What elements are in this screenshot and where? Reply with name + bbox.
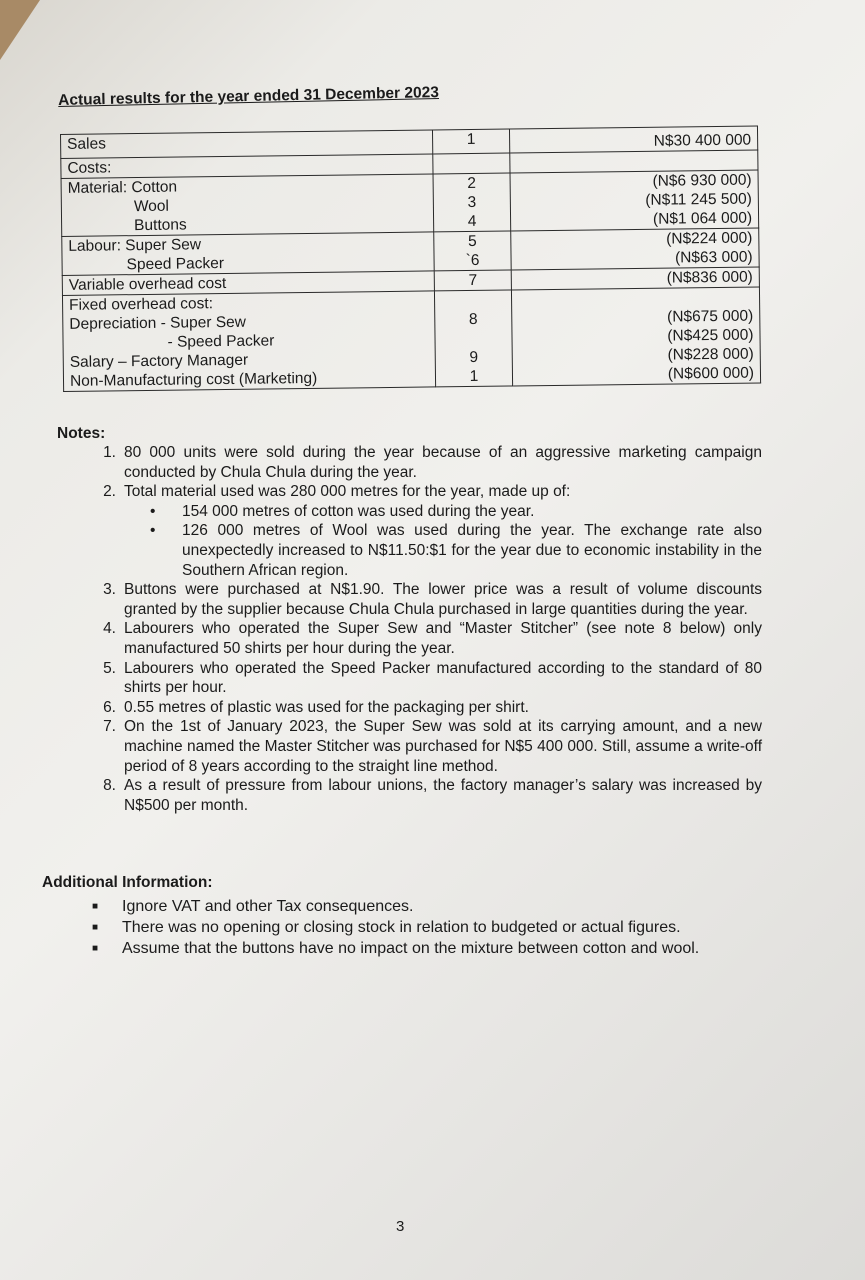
list-item: ■ Ignore VAT and other Tax consequences. [92,898,414,915]
square-bullet-icon: ■ [92,901,99,912]
variable-note: 7 [434,270,512,291]
list-item: 8. As a result of pressure from labour unions, the factory manager’s salary was increased by N$500 per month. [103,777,762,814]
results-table [60,125,761,392]
additional-info-list [92,896,772,959]
notes-heading: Notes: [57,425,106,442]
material-amounts: (N$6 930 000) (N$11 245 500) (N$1 064 000) [510,170,758,231]
material-labels: Material: Cotton Wool Buttons [61,174,433,237]
list-item: • 126 000 metres of Wool was used during the year. The exchange rate also unexpectedly increased to N$11.50:$1 for the year due to economic instability in the Southern African region. [150,522,762,579]
list-item: 6. 0.55 metres of plastic was used for the packaging per shirt. [103,698,529,716]
list-item: 3. Buttons were purchased at N$1.90. The lower price was a result of volume discounts granted by the supplier because Chula Chula purchased in large quantities during the year. [103,581,762,618]
labour-notes: 5 `6 [433,231,511,271]
list-item: 7. On the 1st of January 2023, the Super Sew was sold at its carrying amount, and a new machine named the Master Stitcher was purchased for N$5 400 000. Still, assume a write-off period of 8 years according to the straight line method. [103,718,762,775]
bullet-icon: • [150,522,156,540]
bullet-list [150,502,762,580]
square-bullet-icon: ■ [92,943,99,954]
notes-list [90,443,762,815]
square-bullet-icon: ■ [92,922,99,933]
list-item: 2. Total material used was 280 000 metres for the year, made up of: [103,483,571,501]
sales-label: Sales [61,130,433,159]
costs-label: Costs: [61,154,433,179]
variable-label: Variable overhead cost [62,271,434,296]
fixed-labels: Fixed overhead cost: Depreciation - Super Sew - Speed Packer Salary – Factory Manager Non-Manufacturing cost (Marketing) [62,291,435,392]
list-item: ■ Assume that the buttons have no impact on the mixture between cotton and wool. [92,940,700,957]
list-item: • 154 000 metres of cotton was used during the year. [150,502,535,520]
bullet-icon: • [150,502,156,520]
page-number: 3 [396,1218,405,1235]
list-item: 1. 80 000 units were sold during the year because of an aggressive marketing campaign conducted by Chula Chula during the year. [103,444,762,481]
list-item: ■ There was no opening or closing stock in relation to budgeted or actual figures. [92,919,681,936]
fixed-amounts: (N$675 000) (N$425 000) (N$228 000) (N$600 000) [512,287,761,386]
sales-note: 1 [432,129,510,154]
variable-amount: (N$836 000) [512,267,760,290]
table-row-material [61,170,759,237]
sales-amount: N$30 400 000 [510,126,758,153]
page-title: Actual results for the year ended 31 December 2023 [58,84,440,109]
labour-labels: Labour: Super Sew Speed Packer [62,232,434,276]
list-item: 5. Labourers who operated the Speed Packer manufactured according to the standard of 80 shirts per hour. [103,659,762,697]
additional-info-heading: Additional Information: [42,874,213,891]
fixed-notes: 8 9 1 [434,290,513,387]
material-notes: 2 3 4 [433,173,512,232]
list-item: 4. Labourers who operated the Super Sew and “Master Stitcher” (see note 8 below) only manufactured 50 shirts per hour during the year. [103,620,762,657]
labour-amounts: (N$224 000) (N$63 000) [511,228,759,270]
table-row-fixed [62,287,760,392]
